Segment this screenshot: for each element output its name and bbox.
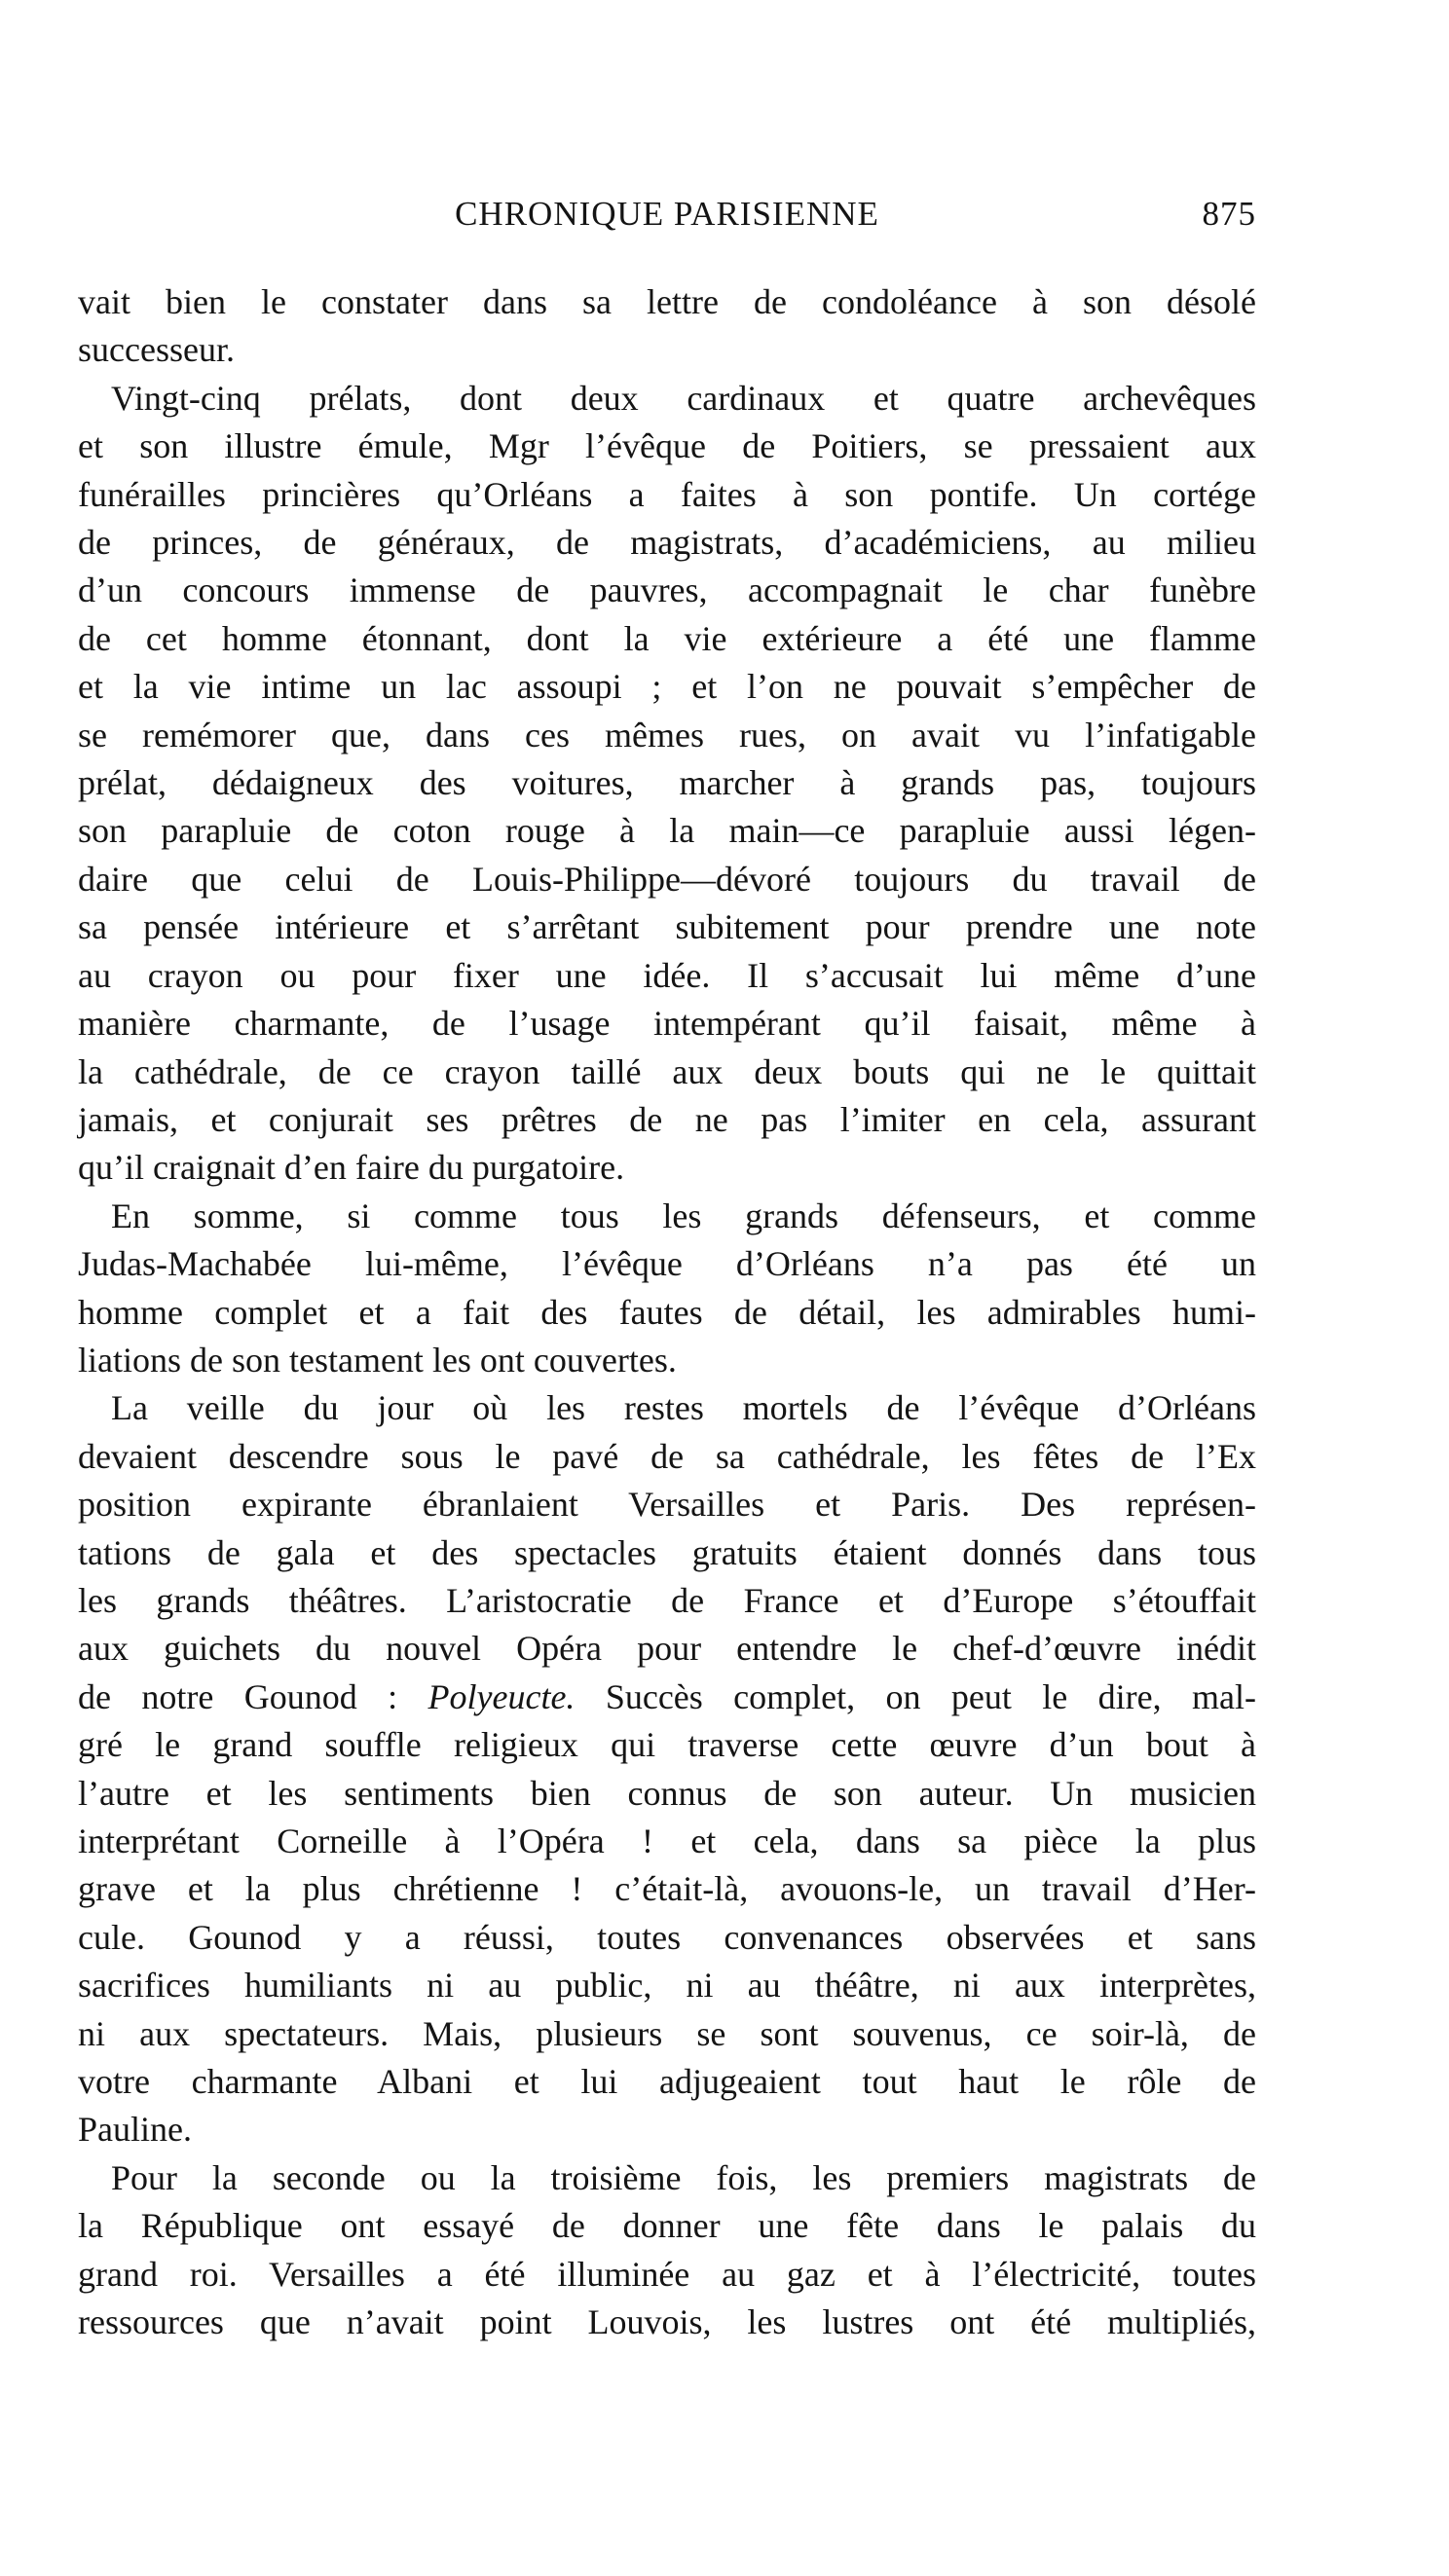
text-segment: de notre Gounod : xyxy=(78,1676,428,1716)
text-line: grave et la plus chrétienne ! c’était-là, avouons-le, un travail d’Her- xyxy=(78,1869,1256,1909)
paragraph-3 xyxy=(78,1193,1256,1385)
text-line: son parapluie de coton rouge à la main—ce parapluie aussi légen- xyxy=(78,811,1256,851)
text-line: la République ont essayé de donner une fête dans le palais du xyxy=(78,2206,1256,2246)
text-line: gré le grand souffle religieux qui traverse cette œuvre d’un bout à xyxy=(78,1725,1256,1765)
text-line: cule. Gounod y a réussi, toutes convenances observées et sans xyxy=(78,1917,1256,1957)
text-line: d’un concours immense de pauvres, accompagnait le char funèbre xyxy=(78,570,1256,610)
running-title: CHRONIQUE PARISIENNE xyxy=(455,195,879,233)
body-text xyxy=(78,278,1256,2346)
text-line: se remémorer que, dans ces mêmes rues, on avait vu l’infatigable xyxy=(78,715,1256,754)
text-line: homme complet et a fait des fautes de détail, les admirables humi- xyxy=(78,1292,1256,1332)
text-line: vait bien le constater dans sa lettre de condoléance à son désolé xyxy=(78,282,1256,321)
text-line: jamais, et conjurait ses prêtres de ne pas l’imiter en cela, assurant xyxy=(78,1099,1256,1139)
text-line: prélat, dédaigneux des voitures, marcher à grands pas, toujours xyxy=(78,763,1256,803)
running-head xyxy=(78,195,1256,253)
text-line: les grands théâtres. L’aristocratie de France et d’Europe s’étouffait xyxy=(78,1580,1256,1620)
text-segment: Succès complet, on peut le dire, mal- xyxy=(575,1676,1256,1716)
text-line: La veille du jour où les restes mortels de l’évêque d’Orléans xyxy=(111,1388,1256,1428)
text-line: successeur. xyxy=(78,330,235,370)
text-line: sacrifices humiliants ni au public, ni au théâtre, ni aux interprètes, xyxy=(78,1966,1256,2006)
text-line: manière charmante, de l’usage intempérant qu’il faisait, même à xyxy=(78,1004,1256,1044)
text-line: qu’il craignait d’en faire du purgatoire. xyxy=(78,1148,625,1188)
text-line: Vingt-cinq prélats, dont deux cardinaux et quatre archevêques xyxy=(111,378,1256,418)
text-line: la cathédrale, de ce crayon taillé aux deux bouts qui ne le quittait xyxy=(78,1051,1256,1091)
work-title: Polyeucte. xyxy=(427,1676,576,1716)
text-line: En somme, si comme tous les grands défenseurs, et comme xyxy=(111,1196,1256,1235)
text-line: ni aux spectateurs. Mais, plusieurs se sont souvenus, ce soir-là, de xyxy=(78,2013,1256,2053)
text-line: ressources que n’avait point Louvois, les lustres ont été multipliés, xyxy=(78,2302,1256,2342)
text-line-with-italic xyxy=(78,1674,1256,1721)
text-line: daire que celui de Louis-Philippe—dévoré toujours du travail de xyxy=(78,859,1256,899)
paragraph-2 xyxy=(78,375,1256,1193)
text-line: et la vie intime un lac assoupi ; et l’on ne pouvait s’empêcher de xyxy=(78,667,1256,707)
text-line: devaient descendre sous le pavé de sa cathédrale, les fêtes de l’Ex xyxy=(78,1436,1256,1476)
text-line: Pauline. xyxy=(78,2110,192,2150)
text-line: votre charmante Albani et lui adjugeaient tout haut le rôle de xyxy=(78,2062,1256,2102)
text-line: sa pensée intérieure et s’arrêtant subitement pour prendre une note xyxy=(78,907,1256,947)
paragraph-1 xyxy=(78,278,1256,375)
text-line: grand roi. Versailles a été illuminée au gaz et à l’électricité, toutes xyxy=(78,2254,1256,2294)
page xyxy=(78,195,1256,2346)
text-line: interprétant Corneille à l’Opéra ! et cela, dans sa pièce la plus xyxy=(78,1822,1256,1860)
text-line: de princes, de généraux, de magistrats, d’académiciens, au milieu xyxy=(78,523,1256,563)
paragraph-4 xyxy=(78,1384,1256,2154)
text-line: l’autre et les sentiments bien connus de son auteur. Un musicien xyxy=(78,1773,1256,1813)
text-line: funérailles princières qu’Orléans a faites à son pontife. Un cortége xyxy=(78,474,1256,514)
text-line: Judas-Machabée lui-même, l’évêque d’Orléans n’a pas été un xyxy=(78,1244,1256,1284)
text-line: de cet homme étonnant, dont la vie extérieure a été une flamme xyxy=(78,618,1256,658)
text-line: aux guichets du nouvel Opéra pour entendre le chef-d’œuvre inédit xyxy=(78,1629,1256,1669)
text-line: au crayon ou pour fixer une idée. Il s’accusait lui même d’une xyxy=(78,955,1256,995)
text-line: position expirante ébranlaient Versailles et Paris. Des représen- xyxy=(78,1485,1256,1525)
text-line: tations de gala et des spectacles gratuits étaient donnés dans tous xyxy=(78,1532,1256,1572)
text-line: et son illustre émule, Mgr l’évêque de Poitiers, se pressaient aux xyxy=(78,426,1256,466)
paragraph-5 xyxy=(78,2154,1256,2347)
text-line: liations de son testament les ont couvertes. xyxy=(78,1340,677,1380)
page-number: 875 xyxy=(1202,195,1256,233)
text-line: Pour la seconde ou la troisième fois, les premiers magistrats de xyxy=(111,2157,1256,2197)
